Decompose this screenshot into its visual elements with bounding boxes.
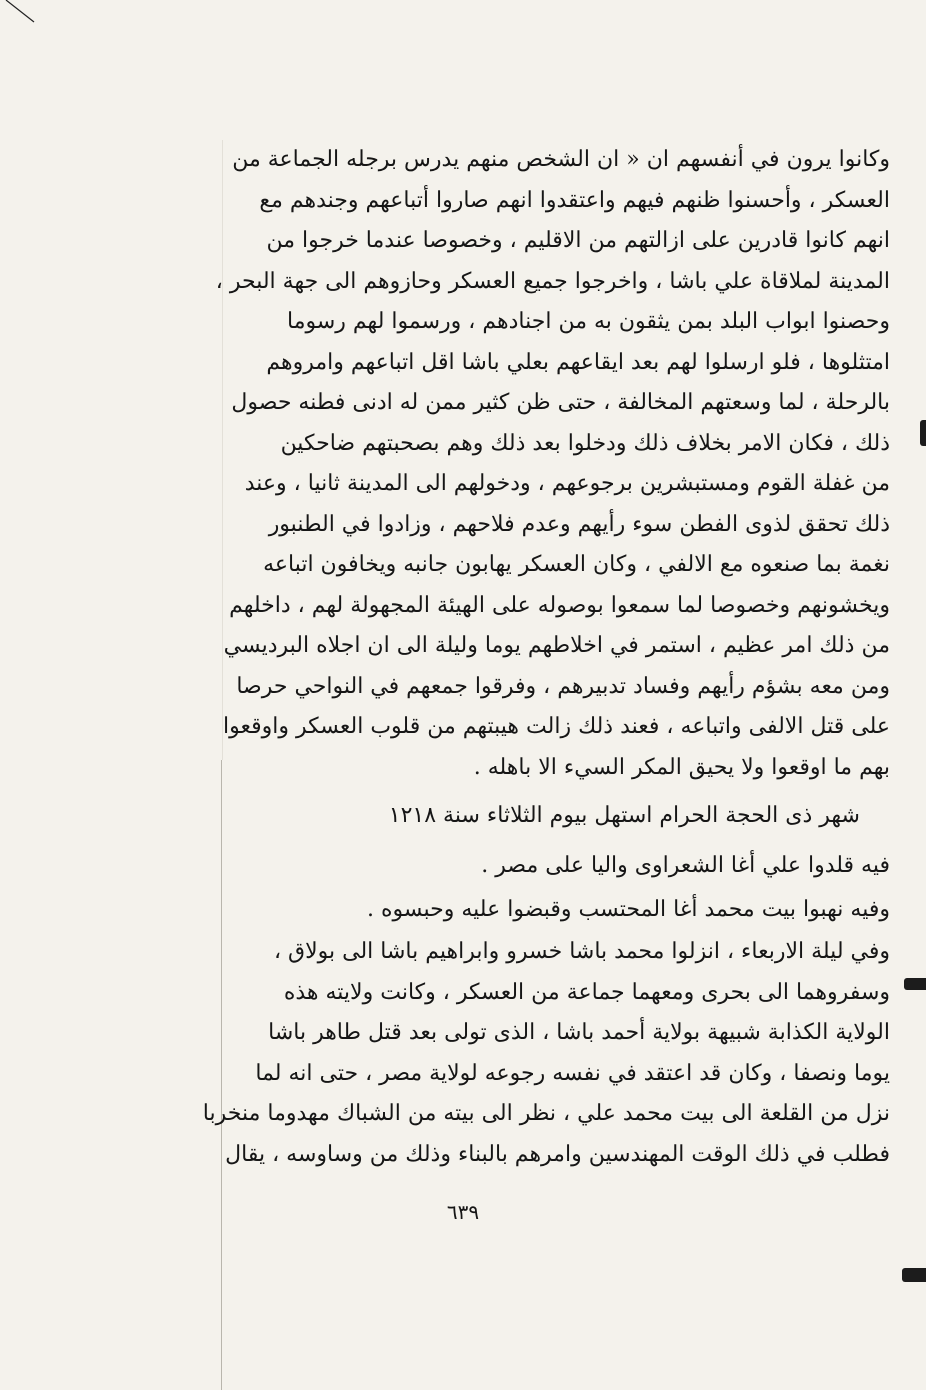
text-line: ذلك ، فكان الامر بخلاف ذلك ودخلوا بعد ذلك وهم بصحبتهم ضاحكين: [280, 430, 890, 456]
text-line: الولاية الكذابة شبيهة بولاية أحمد باشا ، الذى تولى بعد قتل طاهر باشا: [268, 1020, 890, 1045]
text-line: يوما ونصفا ، وكان قد اعتقد في نفسه رجوعه لولاية مصر ، حتى انه لما: [255, 1060, 890, 1086]
text-line: وحصنوا ابواب البلد بمن يثقون به من اجنادهم ، ورسموا لهم رسوما: [287, 309, 890, 334]
paragraph-2: [160, 932, 890, 1175]
text-line: نغمة بما صنعوه مع الالفي ، وكان العسكر يهابون جانبه ويخافون اتباعه: [263, 552, 890, 577]
edge-ink-mark-2: [904, 978, 926, 990]
text-line: بالرحلة ، لما وسعتهم المخالفة ، حتى ظن كثير ممن له ادنى فطنه حصول: [231, 390, 890, 415]
text-line: بهم ما اوقعوا ولا يحيق المكر السيء الا باهله .: [473, 754, 890, 780]
text-line: وسفروهما الى بحرى ومعهما جماعة من العسكر ، وكانت ولايته هذه: [283, 979, 890, 1005]
text-line: وفي ليلة الاربعاء ، انزلوا محمد باشا خسرو وابراهيم باشا الى بولاق ،: [273, 939, 890, 964]
text-line: امتثلوها ، فلو ارسلوا لهم بعد ايقاعهم بعلي باشا اقل اتباعهم وامروهم: [266, 349, 890, 375]
text-line: فطلب في ذلك الوقت المهندسين وامرهم بالبناء وذلك من وساوسه ، يقال: [225, 1141, 890, 1167]
text-line-plunder: وفيه نهبوا بيت محمد أغا المحتسب وقبضوا عليه وحبسوه .: [367, 897, 890, 922]
text-line: على قتل الالفى واتباعه ، فعند ذلك زالت هيبتهم من قلوب العسكر واوقعوا: [223, 714, 890, 739]
text-line: وكانوا يرون في أنفسهم ان « ان الشخص منهم يدرس برجله الجماعة من: [232, 147, 890, 172]
text-line-appointment: فيه قلدوا علي أغا الشعراوى واليا على مصر .: [481, 853, 890, 878]
month-heading: شهر ذى الحجة الحرام استهل بيوم الثلاثاء سنة ١٢١٨: [388, 803, 860, 828]
text-line: ويخشونهم وخصوصا لما سمعوا بوصوله على الهيئة المجهولة لهم ، داخلهم: [229, 592, 890, 618]
edge-ink-mark-1: [920, 420, 926, 446]
page-number: ٦٣٩: [446, 1200, 480, 1224]
main-text: [160, 140, 890, 1175]
text-line: ومن معه بشؤم رأيهم وفساد تدبيرهم ، وفرقوا جمعهم في النواحي حرصا: [236, 673, 890, 699]
text-line: من ذلك امر عظيم ، استمر في اخلاطهم يوما وليلة الى ان اجلاه البرديسي: [223, 633, 890, 658]
corner-fold-mark: [4, 0, 38, 24]
text-line: نزل من القلعة الى بيت محمد علي ، نظر الى بيته من الشباك مهدوما منخربا: [202, 1101, 890, 1126]
text-line: ذلك تحقق لذوى الفطن سوء رأيهم وعدم فلاحهم ، وزادوا في الطنبور: [268, 511, 890, 537]
text-line: المدينة لملاقاة علي باشا ، واخرجوا جميع العسكر وحازوهم الى جهة البحر ،: [215, 268, 890, 294]
edge-ink-mark-3: [902, 1268, 926, 1282]
paragraph-1: [160, 140, 890, 788]
text-line: العسكر ، وأحسنوا ظنهم فيهم واعتقدوا انهم صاروا أتباعهم وجندهم مع: [259, 187, 890, 213]
text-line: من غفلة القوم ومستبشرين برجوعهم ، ودخولهم الى المدينة ثانيا ، وعند: [244, 471, 890, 496]
text-line: انهم كانوا قادرين على ازالتهم من الاقليم ، وخصوصا عندما خرجوا من: [266, 228, 890, 253]
